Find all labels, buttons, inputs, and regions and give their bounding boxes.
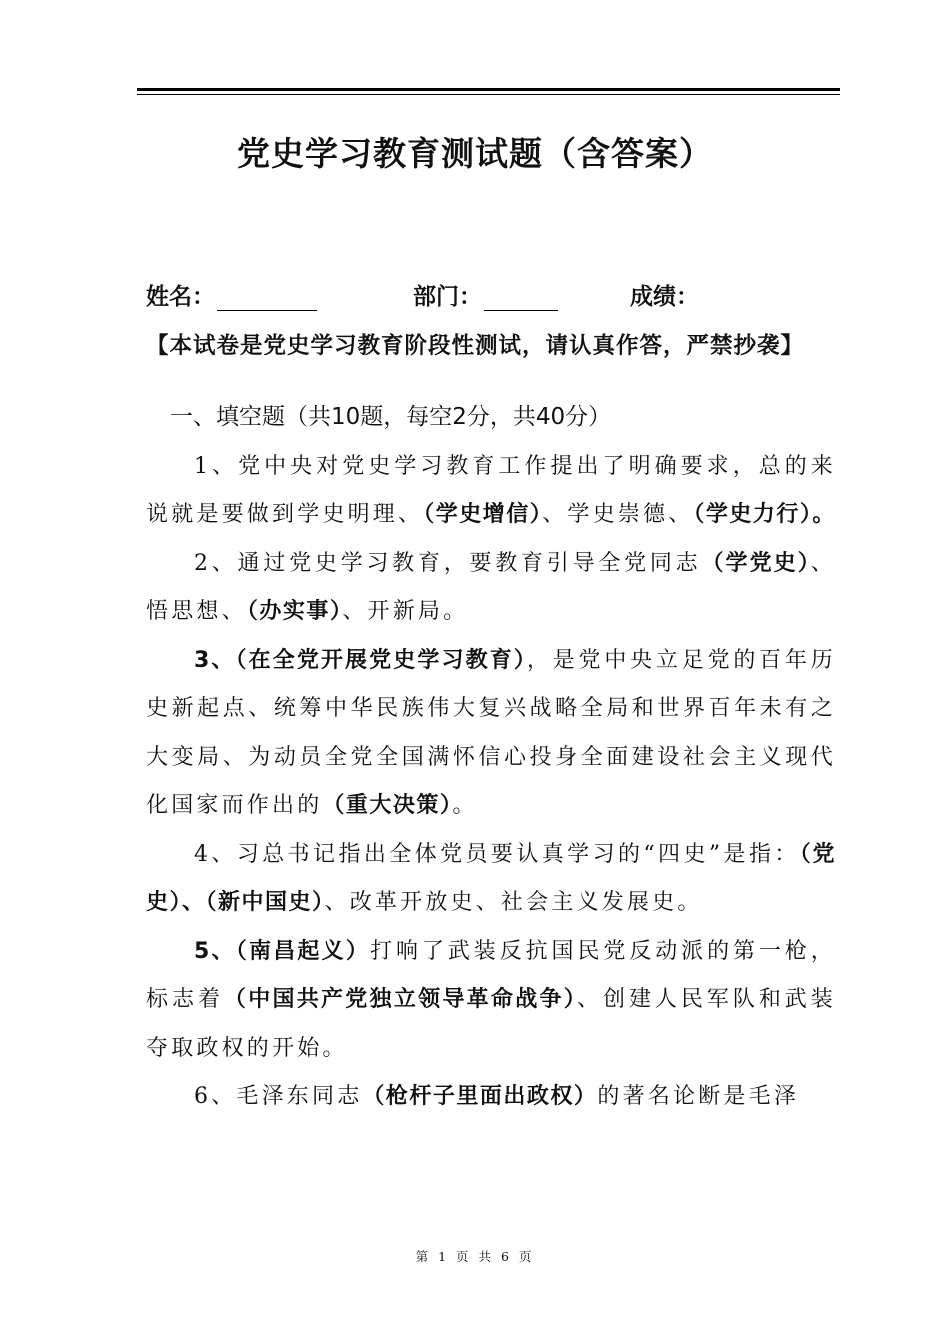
name-blank — [217, 284, 317, 311]
header-rule-thick — [137, 88, 840, 91]
answer: （中国共产党独立领导革命战争） — [223, 987, 578, 1012]
answer: （重大决策） — [322, 793, 453, 818]
page-footer: 第 1 页 共 6 页 — [415, 1249, 535, 1264]
score-label: 成绩： — [630, 284, 699, 310]
name-label: 姓名： — [146, 284, 215, 310]
exam-content — [146, 322, 836, 1122]
answer: （办实事） — [246, 599, 343, 624]
answer: 3、（在全党开展党史学习教育） — [194, 647, 527, 673]
dept-blank — [484, 284, 558, 311]
dept-label: 部门： — [413, 284, 482, 310]
name-field — [146, 278, 317, 314]
page-title: 党史学习教育测试题（含答案） — [237, 134, 713, 173]
answer: （学史增信） — [423, 502, 543, 527]
answer: （学史力行）。 — [693, 502, 836, 527]
section-title: 一、填空题（共10题，每空2分，共40分） — [170, 403, 612, 430]
answer: 5、（南昌起义） — [194, 938, 371, 964]
answer: （学党史） — [701, 550, 811, 576]
answer: （枪杆子里面出政权） — [362, 1084, 598, 1109]
exam-notice: 【本试卷是党史学习教育阶段性测试，请认真作答，严禁抄袭】 — [146, 333, 805, 359]
question-4: 4、习总书记指出全体党员要认真学习的“四史”是指：（党史）、（新中国史）、改革开放史、社会主义发展史。 — [146, 841, 836, 915]
header-rule-thin — [137, 94, 840, 95]
question-5: 5、（南昌起义）打响了武装反抗国民党反动派的第一枪，标志着（中国共产党独立领导革命战争）、创建人民军队和武装夺取政权的开始。 — [146, 938, 836, 1061]
score-field — [630, 278, 699, 314]
question-6: 6、毛泽东同志（枪杆子里面出政权）的著名论断是毛泽 — [194, 1084, 800, 1109]
question-1: 1、党中央对党史学习教育工作提出了明确要求，总的来说就是要做到学史明理、（学史增信）、学史崇德、（学史力行）。 — [146, 453, 836, 527]
question-2: 2、通过党史学习教育，要教育引导全党同志（学党史）、悟思想、（办实事）、开新局。 — [146, 550, 836, 624]
question-3: 3、（在全党开展党史学习教育），是党中央立足党的百年历史新起点、统筹中华民族伟大复兴战略全局和世界百年未有之大变局、为动员全党全国满怀信心投身全面建设社会主义现代化国家而作出的（重大决策）。 — [146, 647, 836, 818]
answer: （党史）、（新中国史） — [146, 841, 836, 915]
dept-field — [413, 278, 558, 314]
